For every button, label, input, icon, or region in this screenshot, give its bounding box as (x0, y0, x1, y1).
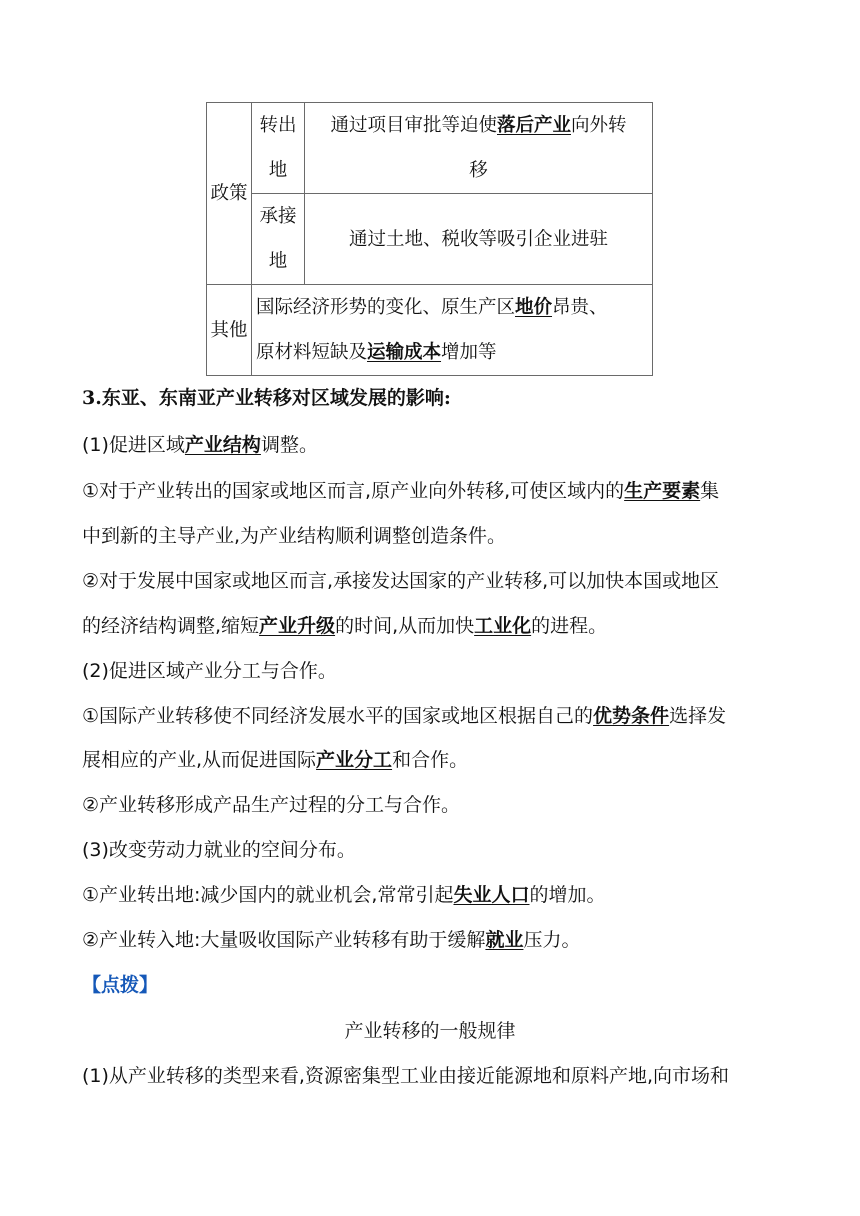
p2-1-text-c: 展相应的产业,从而促进国际 (82, 749, 317, 771)
policy-table (206, 102, 653, 376)
other-text-a: 国际经济形势的变化、原生产区 (256, 297, 516, 318)
p1-1-text-b: 集 (700, 480, 720, 502)
paragraph-1-2-line1: ②对于发展中国家或地区而言,承接发达国家的产业转移,可以加快本国或地区 (82, 570, 720, 592)
sub-origin-line1: 转出 (259, 115, 297, 136)
tip-label: 【点拨】 (82, 974, 159, 996)
p3-1-text-b: 的增加。 (529, 884, 606, 906)
p3-2-text-b: 压力。 (523, 929, 581, 951)
receiver-content: 通过土地、税收等吸引企业进驻 (305, 194, 653, 285)
other-text-d: 增加等 (441, 342, 497, 363)
keyword-industrialization: 工业化 (474, 615, 532, 637)
table-row (207, 194, 653, 285)
keyword-transport-cost: 运输成本 (367, 342, 442, 363)
keyword-backward-industry: 落后产业 (496, 115, 571, 136)
sub-origin-line2: 地 (268, 160, 288, 181)
other-text-c: 原材料短缺及 (256, 342, 368, 363)
paragraph-3-1 (82, 882, 782, 908)
other-text-b: 昂贵、 (552, 297, 608, 318)
p1-text-b: 调整。 (260, 434, 318, 456)
keyword-land-price: 地价 (515, 297, 553, 318)
p2-1-text-b: 选择发 (669, 705, 727, 727)
rule-paragraph-1: (1)从产业转移的类型来看,资源密集型工业由接近能源地和原料产地,向市场和 (82, 1065, 729, 1087)
p1-2-text-c: 的进程。 (531, 615, 608, 637)
origin-content (305, 103, 653, 194)
p2-1-text-a: ①国际产业转移使不同经济发展水平的国家或地区根据自己的 (82, 705, 594, 727)
keyword-advantage-conditions: 优势条件 (593, 705, 670, 727)
p3-1-text-a: ①产业转出地:减少国内的就业机会,常常引起 (82, 884, 454, 906)
keyword-production-factors: 生产要素 (624, 480, 701, 502)
paragraph-1 (82, 432, 782, 458)
origin-text-a: 通过项目审批等迫使 (330, 115, 497, 136)
p1-2-text-a: 的经济结构调整,缩短 (82, 615, 260, 637)
paragraph-1-1-line1 (82, 478, 782, 504)
paragraph-1-2-line2 (82, 613, 782, 639)
sub-receiver-line2: 地 (268, 251, 288, 272)
sub-receiver-line1: 承接 (259, 206, 297, 227)
rule-title: 产业转移的一般规律 (344, 1020, 516, 1042)
origin-text-c: 移 (469, 160, 488, 181)
p3-2-text-a: ②产业转入地:大量吸收国际产业转移有助于缓解 (82, 929, 486, 951)
paragraph-2-1-line2 (82, 747, 782, 773)
p1-1-text-a: ①对于产业转出的国家或地区而言,原产业向外转移,可使区域内的 (82, 480, 625, 502)
table-row (207, 285, 653, 376)
paragraph-2-2: ②产业转移形成产品生产过程的分工与合作。 (82, 794, 461, 816)
origin-text-b: 向外转 (571, 115, 627, 136)
keyword-industrial-structure: 产业结构 (184, 434, 261, 456)
paragraph-2-1-line1 (82, 703, 782, 729)
section-heading: 3.东亚、东南亚产业转移对区域发展的影响: (82, 387, 451, 409)
category-other: 其他 (207, 285, 252, 376)
paragraph-3-2 (82, 927, 782, 953)
paragraph-3: (3)改变劳动力就业的空间分布。 (82, 839, 356, 861)
keyword-unemployed-population: 失业人口 (453, 884, 530, 906)
p1-text-a: (1)促进区域 (82, 434, 185, 456)
paragraph-1-1-line2: 中到新的主导产业,为产业结构顺利调整创造条件。 (82, 525, 507, 547)
keyword-industrial-division: 产业分工 (316, 749, 393, 771)
paragraph-2: (2)促进区域产业分工与合作。 (82, 660, 337, 682)
p2-1-text-d: 和合作。 (392, 749, 469, 771)
other-content (252, 285, 653, 376)
sub-receiver (252, 194, 305, 285)
p1-2-text-b: 的时间,从而加快 (335, 615, 475, 637)
keyword-employment: 就业 (485, 929, 524, 951)
sub-origin (252, 103, 305, 194)
category-policy: 政策 (207, 103, 252, 285)
keyword-industrial-upgrade: 产业升级 (259, 615, 336, 637)
table-row (207, 103, 653, 194)
